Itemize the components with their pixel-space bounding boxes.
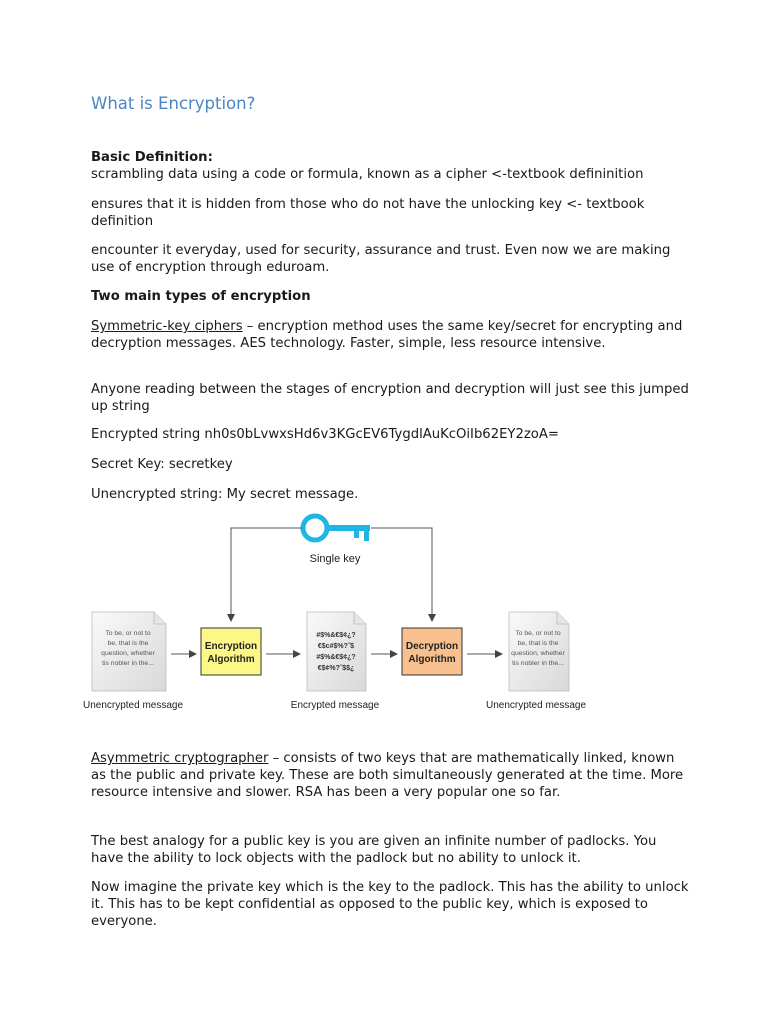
asymmetric-term: Asymmetric cryptographer	[91, 751, 269, 766]
label-encrypted: Encrypted message	[290, 700, 380, 711]
key-to-encryption-line	[231, 528, 302, 621]
svg-text:#$%&€$¢¿?: #$%&€$¢¿?	[316, 654, 356, 661]
unencrypted-document-left	[92, 612, 166, 691]
symmetric-description: – encryption method uses the same key/secret for encrypting and decryption messages. AES technology. Faster, simple, less resource intensive.	[91, 319, 683, 351]
svg-text:#$%&€$¢¿?: #$%&€$¢¿?	[316, 632, 356, 639]
svg-text:Algorithm: Algorithm	[207, 654, 255, 665]
svg-text:be, that is the: be, that is the	[517, 640, 559, 647]
page-title: What is Encryption?	[91, 94, 256, 113]
definition-line-1: scrambling data using a code or formula, known as a cipher <-textbook defininition	[91, 167, 644, 182]
encrypted-string-line: Encrypted string nh0s0bLvwxsHd6v3KGcEV6TygdlAuKcOiIb62EY2zoA=	[91, 427, 559, 442]
svg-text:tis nobler in the...: tis nobler in the...	[102, 660, 154, 667]
secret-key-line: Secret Key: secretkey	[91, 457, 233, 472]
svg-text:€$¢%?˜$$¿: €$¢%?˜$$¿	[317, 665, 355, 672]
symmetric-encryption-diagram	[70, 508, 610, 718]
definition-line-3: encounter it everyday, used for security, assurance and trust. Even now we are making use of encryption through eduroam.	[91, 243, 671, 275]
definition-line-2: ensures that it is hidden from those who do not have the unlocking key <- textbook definition	[91, 197, 645, 229]
key-label: Single key	[309, 553, 361, 565]
between-paragraph: Anyone reading between the stages of encryption and decryption will just see this jumped up string	[91, 382, 689, 414]
basic-definition-heading: Basic Definition:	[91, 150, 213, 165]
unencrypted-document-right	[509, 612, 569, 691]
symmetric-term: Symmetric-key ciphers	[91, 319, 243, 334]
encrypted-document	[307, 612, 366, 691]
svg-text:Encryption: Encryption	[204, 641, 258, 652]
unencrypted-string-line: Unencrypted string: My secret message.	[91, 487, 359, 502]
symmetric-paragraph	[91, 318, 691, 352]
svg-text:question, whether: question, whether	[511, 650, 565, 657]
svg-text:€$c#$%?˜$: €$c#$%?˜$	[317, 643, 355, 650]
key-to-decryption-line	[371, 528, 432, 621]
svg-text:question, whether: question, whether	[101, 650, 155, 657]
label-unencrypted-right: Unencrypted message	[485, 700, 587, 711]
analogy-paragraph: The best analogy for a public key is you are given an infinite number of padlocks. You have the ability to lock objects with the padlock but no ability to unlock it.	[91, 834, 657, 866]
svg-text:To be, or not to: To be, or not to	[105, 630, 151, 637]
svg-text:tis nobler in the...: tis nobler in the...	[512, 660, 564, 667]
key-icon	[303, 516, 370, 541]
label-unencrypted-left: Unencrypted message	[82, 700, 184, 711]
svg-text:Decryption: Decryption	[405, 641, 459, 652]
svg-text:be, that is the: be, that is the	[107, 640, 149, 647]
private-key-paragraph: Now imagine the private key which is the key to the padlock. This has the ability to unlock it. This has to be kept confidential as opposed to the public key, which is exposed to everyone.	[91, 880, 689, 929]
svg-text:To be, or not to: To be, or not to	[515, 630, 561, 637]
svg-text:Algorithm: Algorithm	[408, 654, 456, 665]
asymmetric-description: – consists of two keys that are mathematically linked, known as the public and private key. These are both simultaneously generated at the time. More resource intensive and slower. RSA has been a very popular one so far.	[91, 751, 684, 800]
types-heading: Two main types of encryption	[91, 289, 311, 304]
asymmetric-paragraph	[91, 750, 691, 801]
